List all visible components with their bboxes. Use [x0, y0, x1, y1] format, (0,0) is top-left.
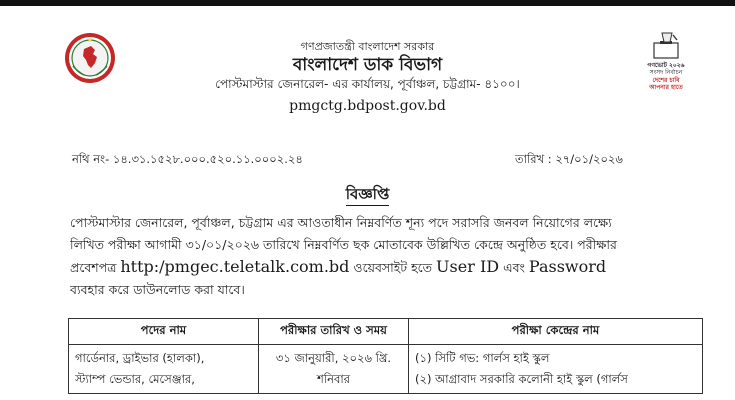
- exam-centers-cell: [409, 345, 703, 394]
- post-names-line-1: গার্ডেনার, ড্রাইভার (হালকা),: [75, 351, 205, 365]
- memo-number: নথি নং- ১৪.৩১.১৫২৮.০০০.৫২০.১১.০০০২.২৪: [72, 152, 303, 166]
- body-line-3-prefix: প্রবেশপত্র: [70, 260, 121, 275]
- election-logo-line-1: গণভোট ২০২৬: [647, 62, 685, 69]
- top-border-bar: [0, 0, 735, 6]
- exam-date-cell: [259, 345, 409, 394]
- election-logo-line-4: আপনার হাতে: [649, 84, 683, 91]
- website-link[interactable]: pmgctg.bdpost.gov.bd: [289, 98, 446, 114]
- header-post-name: পদের নাম: [69, 319, 259, 345]
- exam-schedule-table: [68, 318, 703, 394]
- notice-body: [70, 212, 700, 301]
- header-exam-date-time: পরীক্ষার তারিখ ও সময়: [259, 319, 409, 345]
- body-line-2: লিখিত পরীক্ষা আগামী ৩১/০১/২০২৬ তারিখে নিম্নবর্ণিত ছক মোতাবেক উল্লিখিত কেন্দ্রে অনুষ্ঠিত হবে। পরীক্ষার: [70, 237, 617, 252]
- exam-center-2: (২) আগ্রাবাদ সরকারি কলোনী হাই স্কুল (গার্লস: [415, 372, 628, 386]
- password-label: Password: [528, 257, 607, 276]
- exam-center-1: (১) সিটি গভ: গার্লস হাই স্কুল: [415, 351, 550, 365]
- table-row: [69, 345, 703, 394]
- user-id-label: User ID: [436, 257, 500, 276]
- table-header-row: [69, 319, 703, 345]
- memo-date: তারিখ : ২৭/০১/২০২৬: [515, 152, 623, 166]
- body-line-3-and: এবং: [499, 260, 529, 275]
- admit-card-url[interactable]: http:/pmgec.teletalk.com.bd: [120, 257, 350, 276]
- notice-title: [0, 183, 735, 208]
- header-exam-center: পরীক্ষা কেন্দ্রের নাম: [409, 319, 703, 345]
- office-address: পোস্টমাস্টার জেনারেল- এর কার্যালয়, পূর্বাঞ্চল, চট্টগ্রাম- ৪১০০।: [215, 77, 520, 91]
- notice-title-text: বিজ্ঞপ্তি: [346, 185, 390, 206]
- body-line-3: [70, 256, 700, 279]
- department-name: বাংলাদেশ ডাক বিভাগ: [292, 55, 443, 75]
- election-logo-line-2: সংসদ নির্বাচন: [649, 69, 683, 76]
- post-names-cell: [69, 345, 259, 394]
- body-line-4: ব্যবহার করে ডাউনলোড করা যাবে।: [70, 282, 245, 297]
- body-line-3-mid: ওয়েবসাইট হতে: [349, 260, 437, 275]
- government-name: গণপ্রজাতন্ত্রী বাংলাদেশ সরকার: [300, 40, 435, 53]
- election-logo-line-3: দেশের চাবি: [652, 77, 680, 84]
- exam-date-line-1: ৩১ জানুয়ারী, ২০২৬ খ্রি.: [275, 351, 392, 365]
- post-names-line-2: স্ট্যাম্প ভেন্ডার, মেসেঞ্জার,: [75, 372, 195, 386]
- body-line-1: পোস্টমাস্টার জেনারেল, পূর্বাঞ্চল, চট্টগ্রাম এর আওতাধীন নিম্নবর্ণিত শূন্য পদে সরাসরি জনবল নিয়োগের লক্ষ্যে: [70, 215, 612, 230]
- exam-date-line-2: শনিবার: [316, 372, 351, 386]
